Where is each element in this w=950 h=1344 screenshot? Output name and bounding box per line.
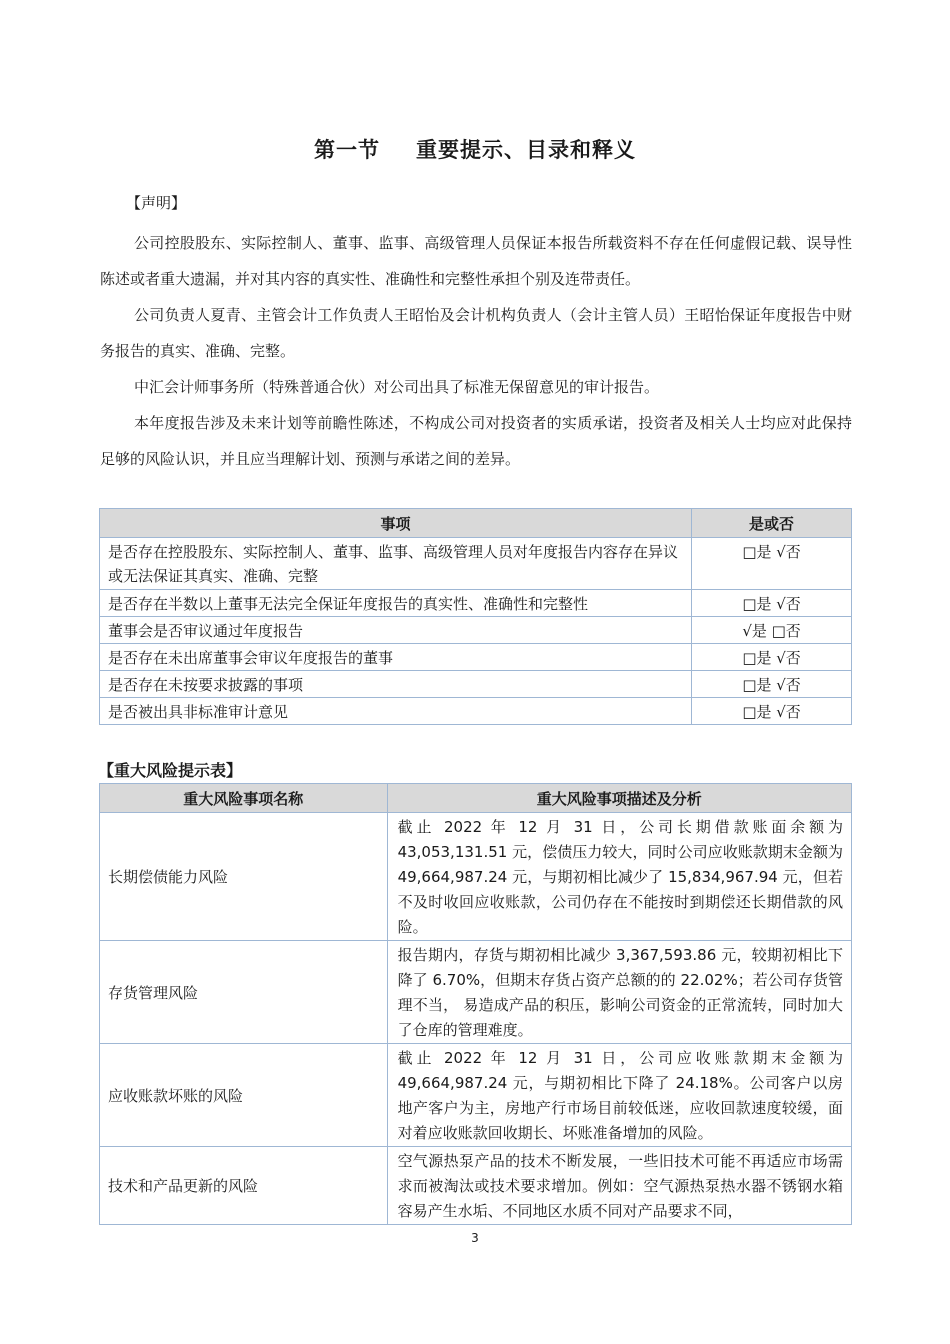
risk-table-heading: 【重大风险提示表】 [98,761,243,780]
confirmation-table [99,508,852,725]
table-header-row [100,509,852,538]
risk-description-cell: 报告期内，存货与期初相比减少 3,367,593.86 元，较期初相比下降了 6.70%，但期末存货占资产总额的的 22.02%；若公司存货管理不当， 易造成产品的积压，影响公司资金的正常流转，同时加大了仓库的管理难度。 [387,941,851,1044]
table-row [100,1044,852,1147]
item-cell: 是否存在未出席董事会审议年度报告的董事 [100,644,692,671]
column-header-risk-name: 重大风险事项名称 [100,784,388,813]
section-number: 第一节 [314,138,380,162]
section-name: 重要提示、目录和释义 [416,138,636,162]
item-cell: 董事会是否审议通过年度报告 [100,617,692,644]
item-cell: 是否存在半数以上董事无法完全保证年度报告的真实性、准确性和完整性 [100,590,692,617]
column-header-risk-description: 重大风险事项描述及分析 [387,784,851,813]
item-cell: 是否被出具非标准审计意见 [100,698,692,725]
risk-name-cell: 长期偿债能力风险 [100,813,388,941]
table-row [100,538,852,590]
column-header-answer: 是或否 [692,509,852,538]
answer-cell: □是 √否 [692,698,852,725]
table-row [100,671,852,698]
column-header-item: 事项 [100,509,692,538]
risk-description-cell: 空气源热泵产品的技术不断发展，一些旧技术可能不再适应市场需求而被淘汰或技术要求增加。例如：空气源热泵热水器不锈钢水箱容易产生水垢、不同地区水质不同对产品要求不同， [387,1147,851,1225]
declaration-label: 【声明】 [126,194,187,212]
answer-cell: □是 √否 [692,538,852,590]
answer-cell: √是 □否 [692,617,852,644]
risk-name-cell: 技术和产品更新的风险 [100,1147,388,1225]
table-row [100,813,852,941]
statement-paragraph-2: 公司负责人夏青、主管会计工作负责人王昭怡及会计机构负责人（会计主管人员）王昭怡保证年度报告中财务报告的真实、准确、完整。 [100,306,852,360]
risk-description-cell: 截止 2022 年 12 月 31 日，公司长期借款账面余额为43,053,131.51 元，偿债压力较大，同时公司应收账款期末金额为 49,664,987.24 元，与期初相比减少了 15,834,967.94 元，但若不及时收回应收账款，公司仍存在不能按时到期偿还长期借款的风险。 [387,813,851,941]
risk-name-cell: 存货管理风险 [100,941,388,1044]
table-row [100,1147,852,1225]
table-row [100,590,852,617]
page-title [0,134,950,164]
page-number: 3 [471,1231,479,1245]
table-row [100,941,852,1044]
statement-paragraph-1: 公司控股股东、实际控制人、董事、监事、高级管理人员保证本报告所载资料不存在任何虚假记载、误导性陈述或者重大遗漏，并对其内容的真实性、准确性和完整性承担个别及连带责任。 [100,234,852,288]
table-row [100,698,852,725]
table-row [100,644,852,671]
risk-description-cell: 截止 2022 年 12 月 31 日，公司应收账款期末金额为49,664,987.24 元，与期初相比下降了 24.18%。公司客户以房地产客户为主，房地产行市场目前较低迷，应收回款速度较缓，面对着应收账款回收期长、坏账准备增加的风险。 [387,1044,851,1147]
table-row [100,617,852,644]
statement-paragraph-3: 中汇会计师事务所（特殊普通合伙）对公司出具了标准无保留意见的审计报告。 [134,378,660,396]
table-header-row [100,784,852,813]
statement-paragraph-4: 本年度报告涉及未来计划等前瞻性陈述，不构成公司对投资者的实质承诺，投资者及相关人士均应对此保持足够的风险认识，并且应当理解计划、预测与承诺之间的差异。 [100,414,852,468]
risk-name-cell: 应收账款坏账的风险 [100,1044,388,1147]
answer-cell: □是 √否 [692,671,852,698]
risk-table [99,783,852,1225]
item-cell: 是否存在未按要求披露的事项 [100,671,692,698]
answer-cell: □是 √否 [692,590,852,617]
answer-cell: □是 √否 [692,644,852,671]
item-cell: 是否存在控股股东、实际控制人、董事、监事、高级管理人员对年度报告内容存在异议或无法保证其真实、准确、完整 [100,538,692,590]
